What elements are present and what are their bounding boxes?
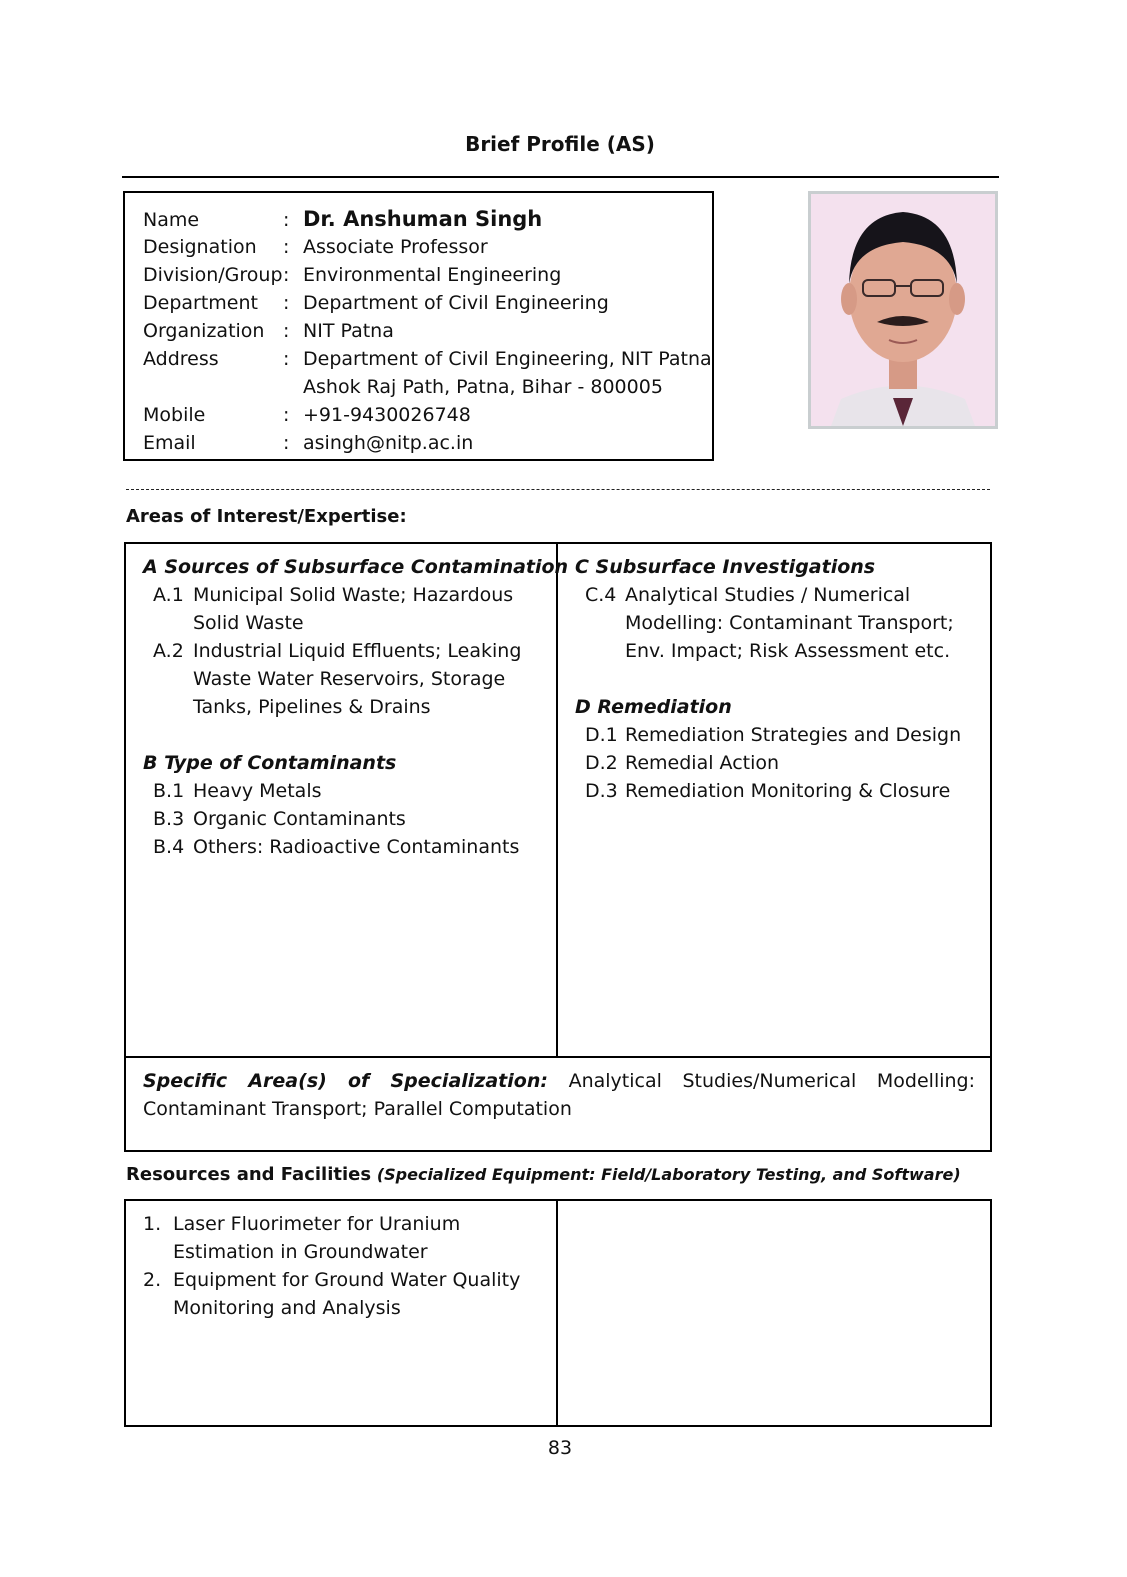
colon: : — [283, 320, 290, 342]
profile-label: Mobile — [143, 404, 206, 426]
profile-label: Name — [143, 209, 200, 231]
colon: : — [283, 292, 290, 314]
page-number: 83 — [547, 1437, 573, 1459]
profile-label: Department — [143, 292, 258, 314]
item-code: B.1 — [153, 780, 185, 802]
item-text: Monitoring and Analysis — [173, 1297, 401, 1319]
item-text: Remedial Action — [625, 752, 780, 774]
profile-value: Dr. Anshuman Singh — [303, 207, 543, 231]
resources-column-divider — [556, 1199, 558, 1427]
area-item-b1 — [153, 777, 322, 805]
colon: : — [283, 348, 290, 370]
profile-value: NIT Patna — [303, 320, 394, 342]
area-item-b4 — [153, 833, 519, 861]
colon: : — [283, 432, 290, 454]
area-a-heading: A Sources of Subsurface Contamination — [143, 556, 569, 578]
item-code: A.2 — [153, 640, 184, 662]
profile-row-designation — [143, 233, 488, 261]
item-text: Estimation in Groundwater — [173, 1241, 428, 1263]
profile-value: +91-9430026748 — [303, 404, 471, 426]
profile-value: asingh@nitp.ac.in — [303, 432, 474, 454]
area-item-d2 — [585, 749, 779, 777]
area-item-d3 — [585, 777, 950, 805]
profile-row-address — [143, 345, 712, 373]
profile-label: Designation — [143, 236, 257, 258]
colon: : — [283, 404, 290, 426]
item-number: 2. — [143, 1269, 162, 1291]
area-c-heading: C Subsurface Investigations — [575, 556, 876, 578]
page-title: Brief Profile (AS) — [465, 132, 655, 156]
item-text: Waste Water Reservoirs, Storage — [193, 668, 506, 690]
portrait-image — [811, 194, 995, 426]
specialization-text: Analytical Studies/Numerical Modelling: Contaminant Transport; Parallel Computation — [143, 1070, 976, 1120]
area-item-a1 — [153, 581, 513, 637]
item-code: C.4 — [585, 584, 617, 606]
resource-item-2 — [143, 1266, 520, 1322]
profile-label: Organization — [143, 320, 265, 342]
profile-row-organization — [143, 317, 394, 345]
item-text: Heavy Metals — [193, 780, 322, 802]
areas-heading: Areas of Interest/Expertise: — [126, 506, 407, 527]
profile-label: Email — [143, 432, 196, 454]
profile-label: Division/Group — [143, 264, 283, 286]
areas-column-divider — [556, 542, 558, 1058]
profile-value: Environmental Engineering — [303, 264, 562, 286]
colon: : — [283, 209, 290, 231]
profile-value: Ashok Raj Path, Patna, Bihar - 800005 — [303, 376, 663, 398]
item-text: Modelling: Contaminant Transport; — [625, 612, 954, 634]
item-text: Others: Radioactive Contaminants — [193, 836, 520, 858]
item-text: Remediation Monitoring & Closure — [625, 780, 951, 802]
profile-value: Associate Professor — [303, 236, 488, 258]
profile-photo — [808, 191, 998, 429]
colon: : — [283, 236, 290, 258]
area-item-b3 — [153, 805, 406, 833]
area-item-a2 — [153, 637, 521, 721]
item-text: Municipal Solid Waste; Hazardous — [193, 584, 514, 606]
colon: : — [283, 264, 290, 286]
specialization — [143, 1067, 975, 1123]
area-b-heading: B Type of Contaminants — [143, 752, 397, 774]
section-divider — [126, 489, 990, 490]
profile-box — [123, 191, 714, 461]
area-item-d1 — [585, 721, 961, 749]
profile-value: Department of Civil Engineering, NIT Patna — [303, 348, 712, 370]
resources-subheading: (Specialized Equipment: Field/Laboratory Testing, and Software) — [376, 1165, 961, 1184]
item-code: B.4 — [153, 836, 185, 858]
item-code: D.1 — [585, 724, 618, 746]
item-text: Laser Fluorimeter for Uranium — [173, 1213, 461, 1235]
item-text: Remediation Strategies and Design — [625, 724, 962, 746]
resources-heading: Resources and Facilities — [126, 1164, 372, 1185]
area-d-heading: D Remediation — [575, 696, 732, 718]
item-number: 1. — [143, 1213, 162, 1235]
profile-row-address-cont — [143, 373, 663, 401]
profile-row-department — [143, 289, 609, 317]
resources-heading-line — [126, 1164, 961, 1185]
item-code: D.3 — [585, 780, 618, 802]
item-code: B.3 — [153, 808, 185, 830]
profile-value: Department of Civil Engineering — [303, 292, 609, 314]
resource-item-1 — [143, 1210, 460, 1266]
item-text: Tanks, Pipelines & Drains — [193, 696, 431, 718]
item-text: Analytical Studies / Numerical — [625, 584, 911, 606]
area-item-c4 — [585, 581, 954, 665]
item-text: Industrial Liquid Effluents; Leaking — [193, 640, 522, 662]
specialization-label: Specific Area(s) of Specialization: — [143, 1070, 548, 1092]
item-text: Equipment for Ground Water Quality — [173, 1269, 521, 1291]
profile-row-email — [143, 429, 473, 457]
item-code: D.2 — [585, 752, 618, 774]
item-text: Solid Waste — [193, 612, 304, 634]
profile-row-division — [143, 261, 561, 289]
profile-row-mobile — [143, 401, 471, 429]
item-text: Env. Impact; Risk Assessment etc. — [625, 640, 951, 662]
areas-row-divider — [124, 1056, 992, 1058]
item-code: A.1 — [153, 584, 184, 606]
profile-row-name — [143, 205, 542, 233]
item-text: Organic Contaminants — [193, 808, 406, 830]
title-rule — [122, 176, 999, 178]
profile-label: Address — [143, 348, 219, 370]
